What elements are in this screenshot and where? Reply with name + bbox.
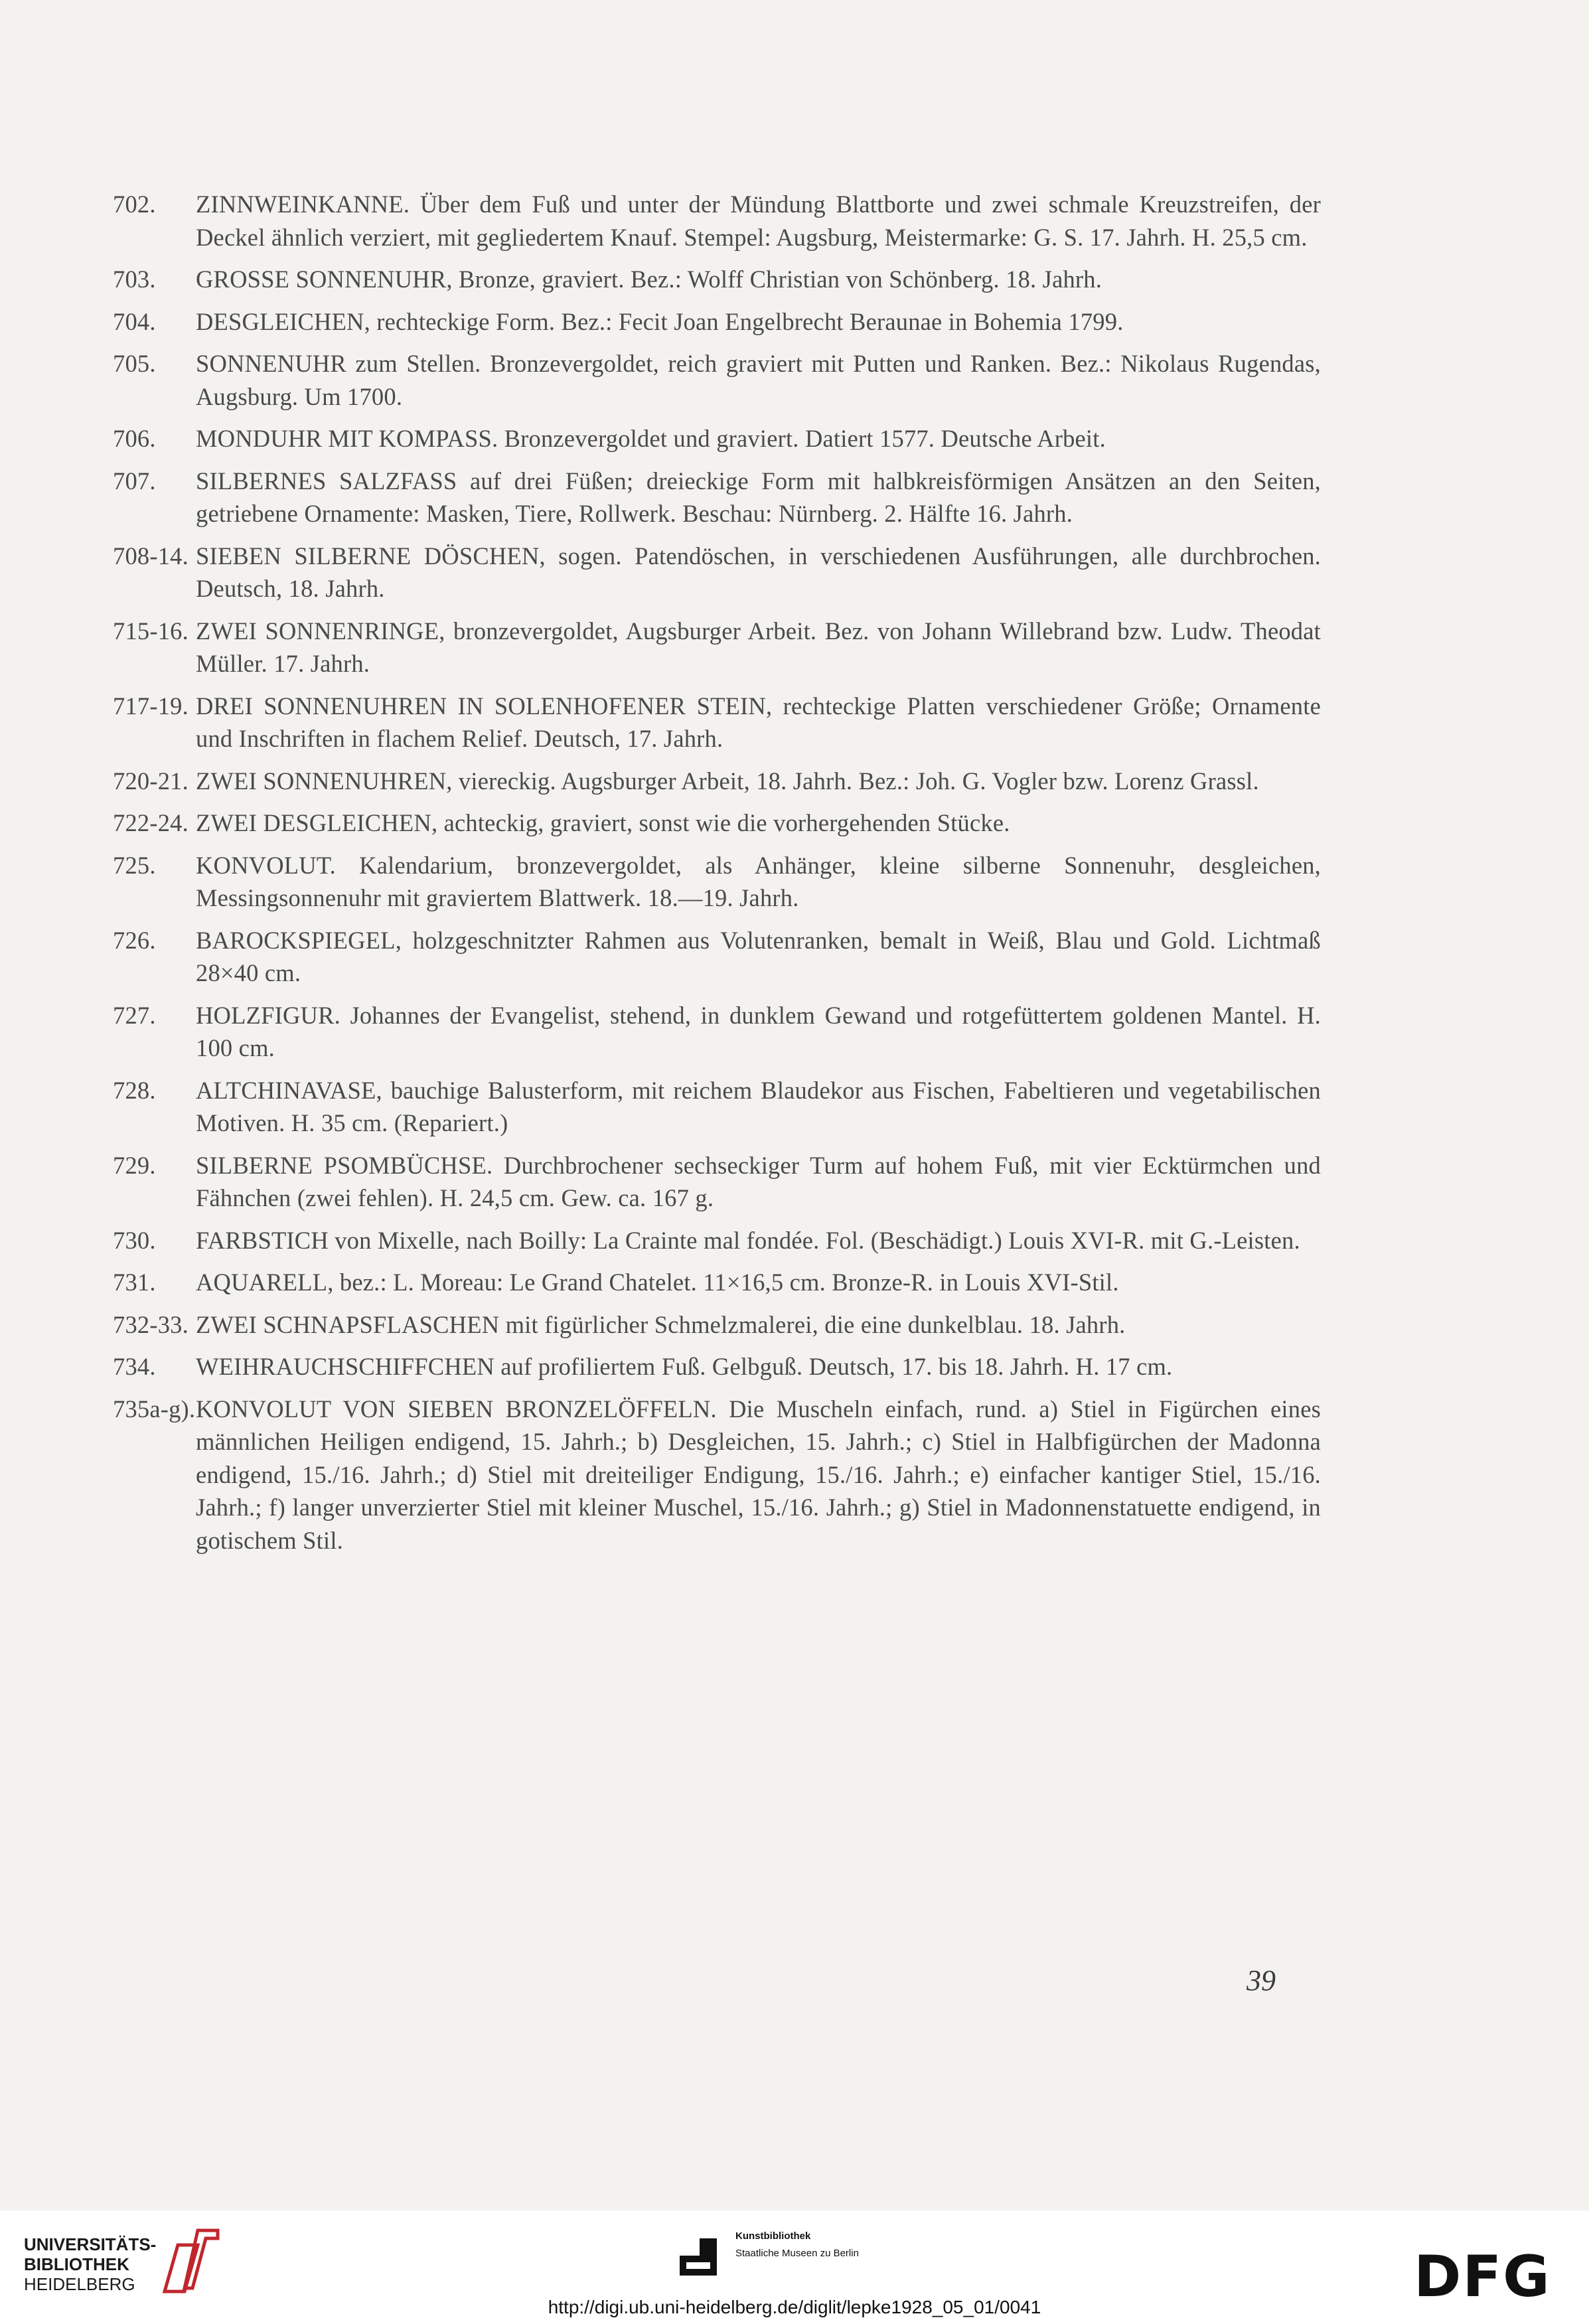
page-number: 39 [1247, 1964, 1276, 1997]
entry-number: 728. [113, 1076, 156, 1104]
catalog-entry [113, 1350, 1321, 1383]
entry-text: SILBERNE PSOMBÜCHSE. Durchbrochener sechseckiger Turm auf hohem Fuß, mit vier Ecktürmchen und Fähnchen (zwei fehlen). H. 24,5 cm. Gew. ca. 167 g. [196, 1151, 1321, 1211]
catalog-entry [113, 188, 1321, 254]
kunstbibliothek-name: Kunstbibliothek [735, 2230, 811, 2242]
catalog-entry [113, 690, 1321, 755]
entry-text: KONVOLUT. Kalendarium, bronzevergoldet, als Anhänger, kleine silberne Sonnenuhr, desgleichen, Messingsonnenuhr mit graviertem Blattwerk. 18.—19. Jahrh. [196, 851, 1321, 911]
entry-text: HOLZFIGUR. Johannes der Evangelist, stehend, in dunklem Gewand und rotgefüttertem goldenen Mantel. H. 100 cm. [196, 1001, 1321, 1061]
kunstbibliothek-emblem-icon [677, 2236, 719, 2278]
kunstbibliothek-subtitle: Staatliche Museen zu Berlin [735, 2248, 859, 2259]
catalog-entry [113, 1266, 1321, 1299]
entry-number: 726. [113, 926, 156, 954]
entry-number: 730. [113, 1226, 156, 1254]
entry-number: 731. [113, 1269, 156, 1296]
catalog-entry [113, 1074, 1321, 1140]
dfg-logo[interactable]: DFG [1414, 2244, 1551, 2310]
entry-text: ZWEI SONNENUHREN, viereckig. Augsburger Arbeit, 18. Jahrh. Bez.: Joh. G. Vogler bzw. Lorenz Grassl. [196, 767, 1259, 795]
entry-number: 708-14. [113, 542, 189, 570]
entry-number: 727. [113, 1001, 156, 1029]
entry-number: 729. [113, 1151, 156, 1179]
entry-number: 717-19. [113, 692, 189, 720]
catalog-entry [113, 263, 1321, 296]
entry-text: BAROCKSPIEGEL, holzgeschnitzter Rahmen aus Volutenranken, bemalt in Weiß, Blau und Gold. Lichtmaß 28×40 cm. [196, 926, 1321, 986]
catalog-entry [113, 999, 1321, 1065]
entry-number: 715-16. [113, 617, 189, 645]
entry-number: 732-33. [113, 1310, 189, 1338]
catalog-entry [113, 1224, 1321, 1257]
entry-text: ZWEI SCHNAPSFLASCHEN mit figürlicher Schmelzmalerei, die eine dunkelblau. 18. Jahrh. [196, 1310, 1126, 1338]
catalog-entries [113, 188, 1321, 1566]
entry-text: ZWEI SONNENRINGE, bronzevergoldet, Augsburger Arbeit. Bez. von Johann Willebrand bzw. Ludw. Theodat Müller. 17. Jahrh. [196, 617, 1321, 677]
entry-number: 725. [113, 851, 156, 879]
entry-number: 704. [113, 307, 156, 335]
catalog-entry [113, 924, 1321, 990]
catalog-entry [113, 540, 1321, 605]
entry-text: ZWEI DESGLEICHEN, achteckig, graviert, sonst wie die vorhergehenden Stücke. [196, 809, 1010, 836]
university-logo-line1: UNIVERSITÄTS- [24, 2234, 157, 2254]
entry-text: KONVOLUT VON SIEBEN BRONZELÖFFELN. Die Muscheln einfach, rund. a) Stiel in Figürchen eines männlichen Heiligen endigend, 15. Jahrh.; b) Desgleichen, 15. Jahrh.; c) Stiel in Halbfigürchen der Madonna endigend, 15./16. Jahrh.; d) Stiel mit dreiteiliger Endigung, 15./16. Jahrh.; e) einfacher kantiger Stiel, 15./16. Jahrh.; f) langer unverzierter Stiel mit kleiner Muschel, 15./16. Jahrh.; g) Stiel in Madonnenstatuette endigend, in gotischem Stil. [196, 1395, 1321, 1554]
catalog-entry [113, 849, 1321, 915]
entry-number: 703. [113, 266, 156, 293]
entry-text: SIEBEN SILBERNE DÖSCHEN, sogen. Patendöschen, in verschiedenen Ausführungen, alle durchbrochen. Deutsch, 18. Jahrh. [196, 542, 1321, 602]
university-logo-line2: BIBLIOTHEK [24, 2254, 129, 2274]
entry-number: 735a-g). [113, 1395, 196, 1423]
entry-number: 722-24. [113, 809, 189, 836]
entry-number: 734. [113, 1353, 156, 1380]
entry-text: SONNENUHR zum Stellen. Bronzevergoldet, reich graviert mit Putten und Ranken. Bez.: Nikolaus Rugendas, Augsburg. Um 1700. [196, 350, 1321, 410]
entry-number: 705. [113, 350, 156, 377]
entry-text: SILBERNES SALZFASS auf drei Füßen; dreieckige Form mit halbkreisförmigen Ansätzen an den Seiten, getriebene Ornamente: Masken, Tiere, Rollwerk. Beschau: Nürnberg. 2. Hälfte 16. Jahrh. [196, 467, 1321, 527]
entry-text: FARBSTICH von Mixelle, nach Boilly: La Crainte mal fondée. Fol. (Beschädigt.) Louis XVI-R. mit G.-Leisten. [196, 1226, 1300, 1254]
catalog-entry [113, 305, 1321, 339]
catalog-entry [113, 615, 1321, 680]
catalog-entry [113, 765, 1321, 798]
catalog-entry [113, 347, 1321, 413]
entry-text: DESGLEICHEN, rechteckige Form. Bez.: Fecit Joan Engelbrecht Beraunae in Bohemia 1799. [196, 307, 1124, 335]
catalog-entry [113, 1308, 1321, 1342]
entry-text: GROSSE SONNENUHR, Bronze, graviert. Bez.: Wolff Christian von Schönberg. 18. Jahrh. [196, 266, 1102, 293]
entry-text: DREI SONNENUHREN IN SOLENHOFENER STEIN, rechteckige Platten verschiedener Größe; Ornamente und Inschriften in flachem Relief. Deutsch, 17. Jahrh. [196, 692, 1321, 752]
entry-number: 706. [113, 425, 156, 452]
catalog-entry [113, 807, 1321, 840]
catalog-entry [113, 1149, 1321, 1215]
entry-text: ZINNWEINKANNE. Über dem Fuß und unter der Mündung Blattborte und zwei schmale Kreuzstreifen, der Deckel ähnlich verziert, mit gegliedertem Knauf. Stempel: Augsburg, Meistermarke: G. S. 17. Jahrh. H. 25,5 cm. [196, 191, 1321, 251]
university-logo-line3: HEIDELBERG [24, 2274, 135, 2294]
university-emblem-icon [151, 2225, 224, 2298]
catalog-entry [113, 1393, 1321, 1557]
entry-number: 707. [113, 467, 156, 495]
entry-number: 720-21. [113, 767, 189, 795]
entry-text: AQUARELL, bez.: L. Moreau: Le Grand Chatelet. 11×16,5 cm. Bronze-R. in Louis XVI-Stil. [196, 1269, 1119, 1296]
entry-text: ALTCHINAVASE, bauchige Balusterform, mit reichem Blaudekor aus Fischen, Fabeltieren und vegetabilischen Motiven. H. 35 cm. (Repariert.) [196, 1076, 1321, 1136]
entry-text: MONDUHR MIT KOMPASS. Bronzevergoldet und graviert. Datiert 1577. Deutsche Arbeit. [196, 425, 1106, 452]
catalog-entry [113, 422, 1321, 455]
university-library-logo[interactable] [24, 2234, 156, 2294]
entry-text: WEIHRAUCHSCHIFFCHEN auf profiliertem Fuß. Gelbguß. Deutsch, 17. bis 18. Jahrh. H. 17 cm. [196, 1353, 1173, 1380]
entry-number: 702. [113, 191, 156, 218]
source-url-link[interactable]: http://digi.ub.uni-heidelberg.de/diglit/lepke1928_05_01/0041 [548, 2297, 1041, 2317]
catalog-entry [113, 465, 1321, 530]
